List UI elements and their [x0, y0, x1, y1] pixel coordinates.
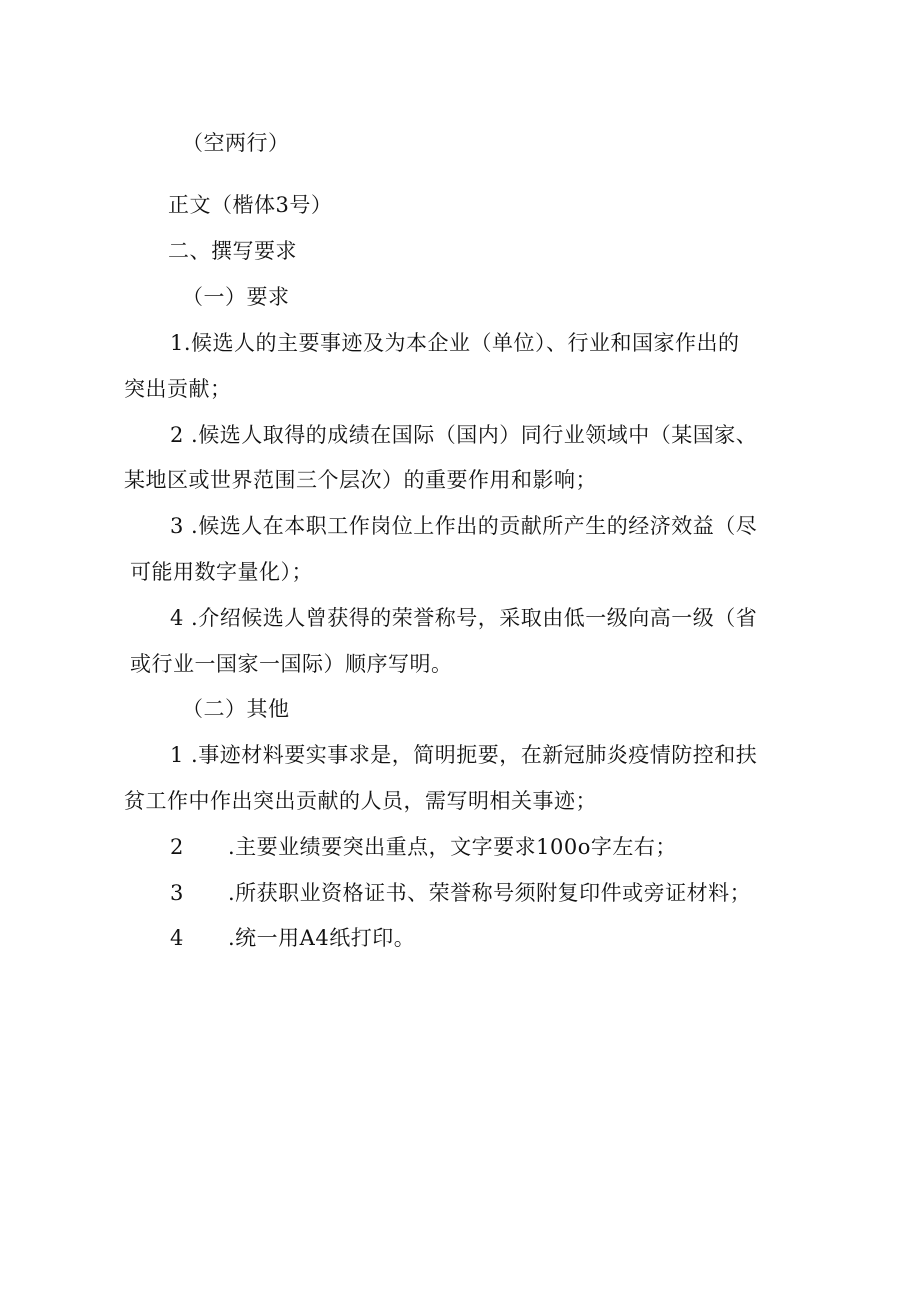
subsection-heading-requirements: （一）要求 [182, 285, 290, 309]
body-font-note: 正文（楷体3号） [168, 193, 333, 217]
other-item-1-line-1: 1 .事迹材料要实事求是，简明扼要，在新冠肺炎疫情防控和扶 [170, 743, 758, 767]
other-item-3-text: .所获职业资格证书、荣誉称号须附复印件或旁证材料； [228, 881, 752, 905]
other-item-2-number: 2 [170, 835, 184, 859]
other-item-1-line-2: 贫工作中作出突出贡献的人员，需写明相关事迹； [124, 789, 597, 813]
section-heading: 二、撰写要求 [168, 239, 297, 263]
requirement-item-1-line-2: 突出贡献； [124, 377, 232, 401]
other-item-2 [170, 832, 677, 862]
other-item-4-text: .统一用A4纸打印。 [228, 926, 416, 950]
requirement-item-3-line-1: 3 .候选人在本职工作岗位上作出的贡献所产生的经济效益（尽 [170, 514, 758, 538]
requirement-item-3-line-2: 可能用数字量化）； [130, 560, 313, 584]
requirement-item-4-line-1: 4 .介绍候选人曾获得的荣誉称号，采取由低一级向高一级（省 [170, 606, 758, 630]
other-item-3 [170, 878, 751, 908]
requirement-item-2-line-2: 某地区或世界范围三个层次）的重要作用和影响； [124, 468, 597, 492]
blank-lines-note: （空两行） [182, 131, 290, 155]
other-item-2-text: .主要业绩要突出重点，文字要求100o字左右； [228, 835, 677, 859]
requirement-item-1-line-1: 1.候选人的主要事迹及为本企业（单位）、行业和国家作出的 [170, 331, 740, 355]
subsection-heading-other: （二）其他 [182, 697, 290, 721]
other-item-3-number: 3 [170, 881, 184, 905]
requirement-item-2-line-1: 2 .候选人取得的成绩在国际（国内）同行业领域中（某国家、 [170, 423, 758, 447]
other-item-4 [170, 923, 415, 953]
requirement-item-4-line-2: 或行业一国家一国际）顺序写明。 [130, 652, 453, 676]
other-item-4-number: 4 [170, 926, 184, 950]
